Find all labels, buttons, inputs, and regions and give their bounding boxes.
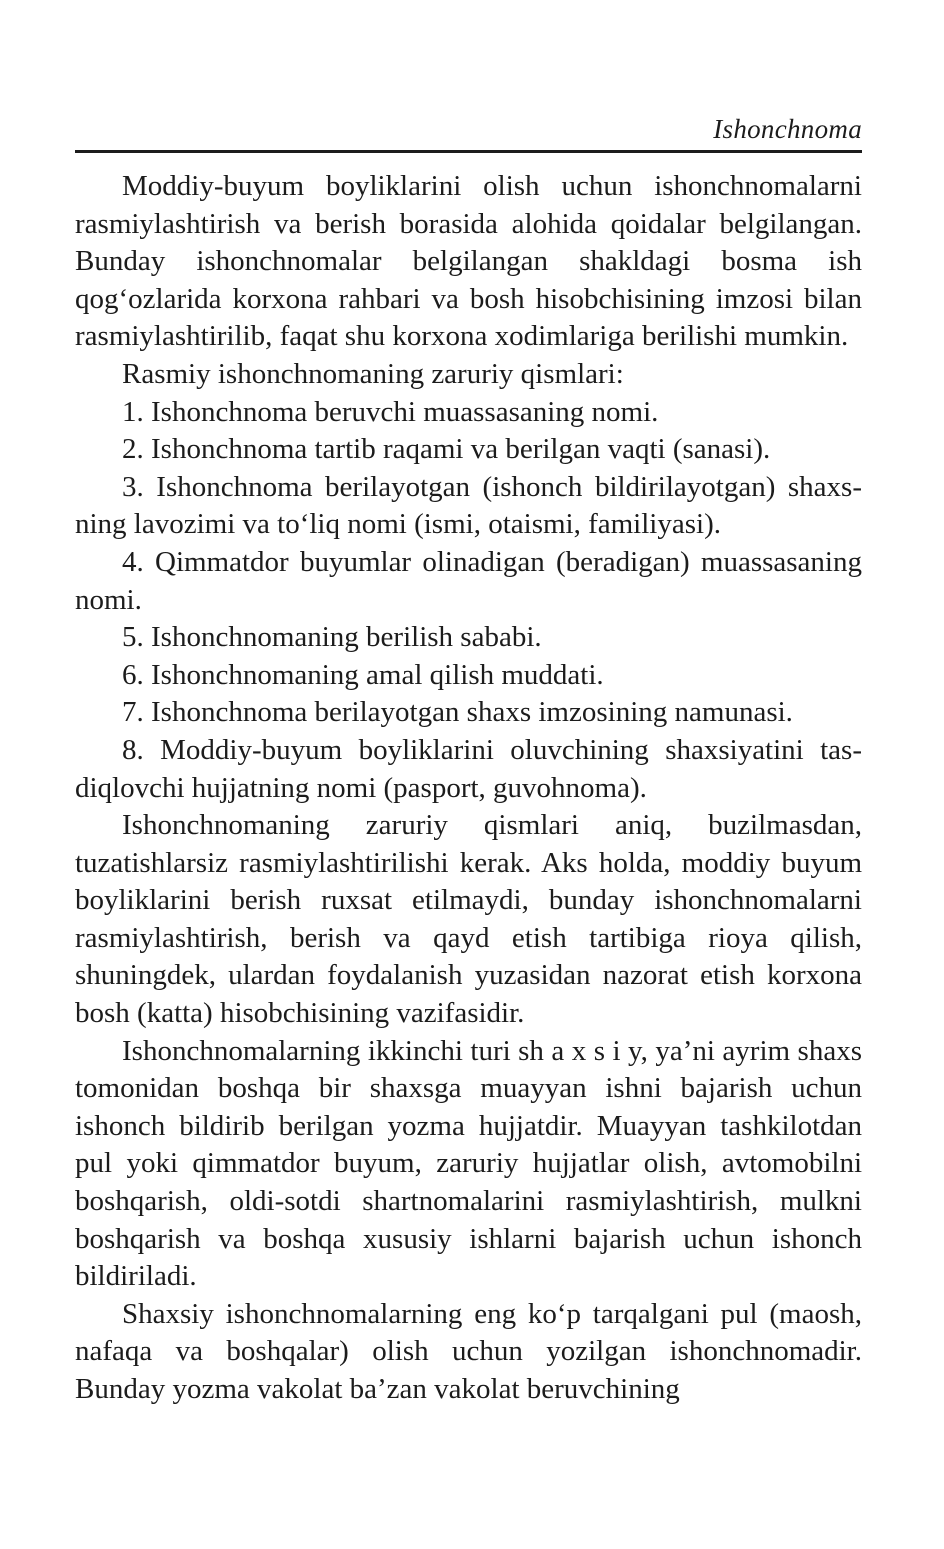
header-rule <box>75 150 862 153</box>
paragraph-personal-money: Shaxsiy ishonchnomalarning eng ko‘p tarqalgani pul (maosh, nafaqa va boshqalar) olish uchun yozilgan ishonchnomadir. Bunday yozma vakolat ba’zan vakolat beruvchining <box>75 1297 862 1405</box>
list-item-7: 7. Ishonchnoma berilayotgan shaxs imzosining namunasi. <box>122 696 793 729</box>
list-item-6: 6. Ishonchnomaning amal qilish muddati. <box>122 658 604 691</box>
list-item-2: 2. Ishonchnoma tartib raqami va berilgan vaqti (sanasi). <box>122 433 771 466</box>
list-item-4: 4. Qimmatdor buyumlar olinadigan (beradigan) muassasaning nomi. <box>75 545 862 616</box>
paragraph-intro: Moddiy-buyum boyliklarini olish uchun ishonchnomalarni rasmiylashtirish va berish borasida alohida qoidalar belgilangan. Bunday ishonchnomalar belgilangan shakldagi bosma ish qog‘ozlarida korxona rahbari va bosh hisobchisining imzosi bilan rasmiylashtirilib, faqat shu korxona xodimlariga berilishi mumkin. <box>75 170 862 353</box>
running-header: Ishonchnoma <box>713 114 862 144</box>
list-item-5: 5. Ishonchnomaning berilish sababi. <box>122 621 542 654</box>
list-item-8: 8. Moddiy-buyum boyliklarini oluvchining shaxsiyatini tasdiqlovchi hujjatning nomi (pasport, guvohnoma). <box>75 733 862 804</box>
body-text <box>75 168 862 1409</box>
list-item-3: 3. Ishonchnoma berilayotgan (ishonch bildirilayotgan) shaxsning lavozimi va to‘liq nomi (ismi, otaismi, familiyasi). <box>75 470 862 541</box>
book-page <box>75 0 862 1549</box>
list-item-1: 1. Ishonchnoma beruvchi muassasaning nomi. <box>122 395 659 428</box>
paragraph-personal-type: Ishonchnomalarning ikkinchi turi sh a x s i y, ya’ni ayrim shaxs tomonidan boshqa bir shaxsga muayyan ishni bajarish uchun ishonch bildirib berilgan yozma hujjatdir. Muayyan tashkilotdan pul yoki qimmatdor buyum, zaruriy hujjatlar olish, avtomobilni boshqarish, oldi-sotdi shartnomalarini rasmiylashtirish, mulkni boshqarish va boshqa xususiy ishlarni bajarish uchun ishonch bildiriladi. <box>75 1034 862 1293</box>
paragraph-requirements: Ishonchnomaning zaruriy qismlari aniq, buzilmasdan, tuzatishlarsiz rasmiylashtirilishi kerak. Aks holda, moddiy buyum boyliklarini berish ruxsat etilmaydi, bunday ishonchnomalarni rasmiylashtirish, berish va qayd etish tartibiga rioya qilish, shuningdek, ulardan foydalanish yuzasidan nazorat etish korxona bosh (katta) hisobchisining vazifasidir. <box>75 809 862 1030</box>
paragraph-list-heading: Rasmiy ishonchnomaning zaruriy qismlari: <box>122 357 624 390</box>
